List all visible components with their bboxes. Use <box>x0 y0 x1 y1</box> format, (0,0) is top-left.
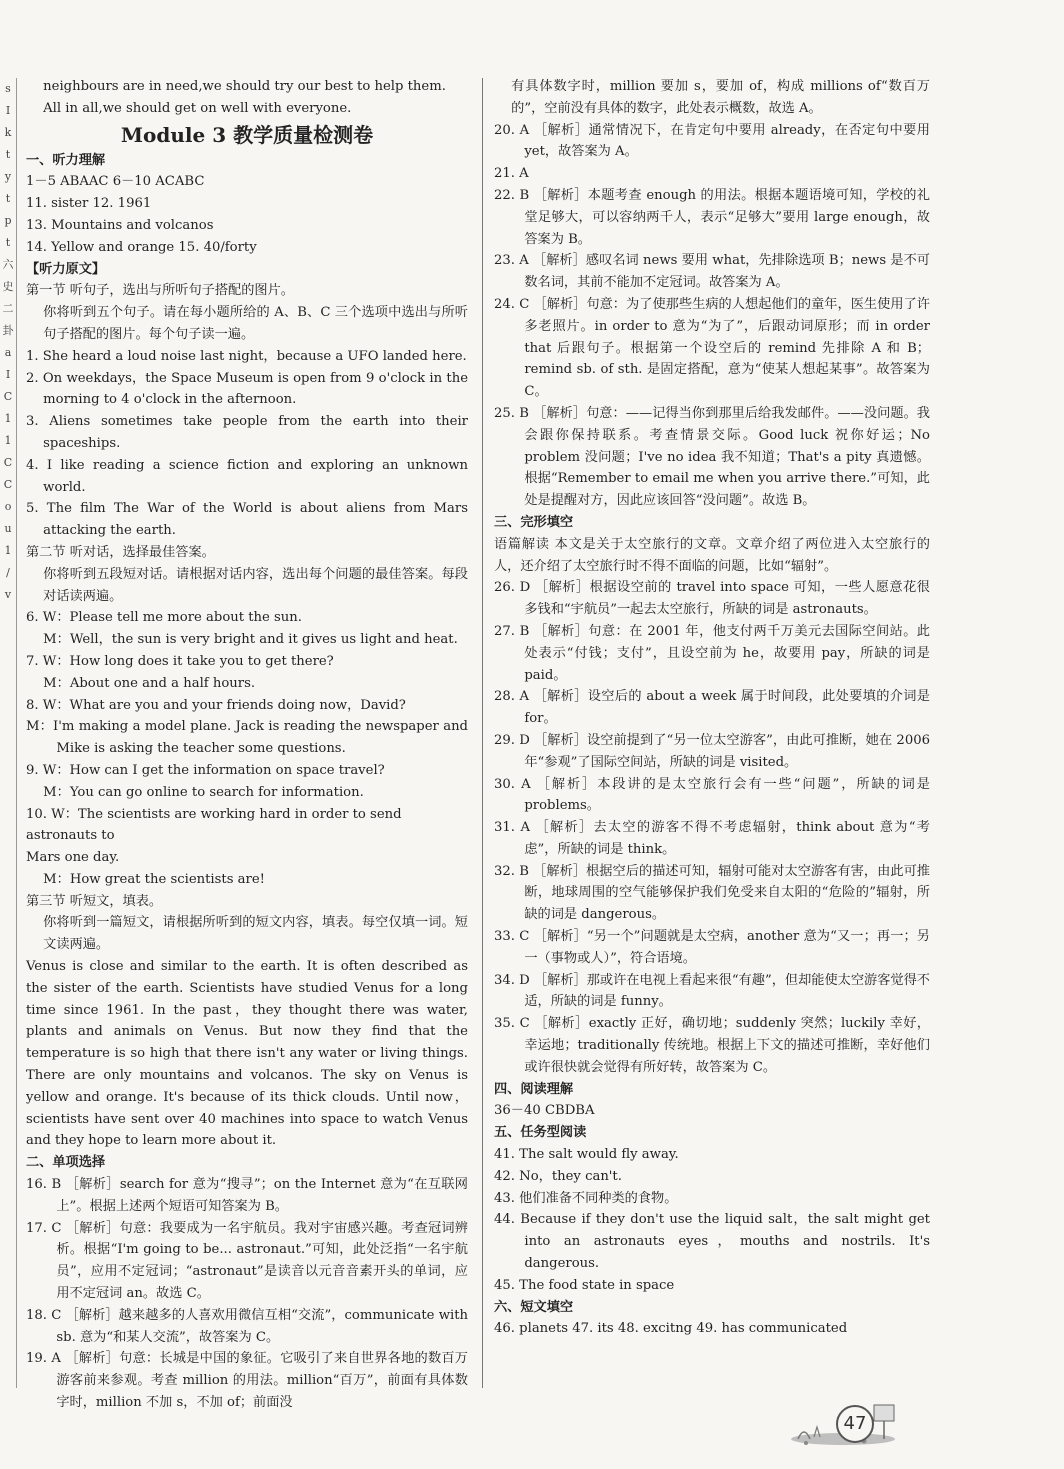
edge-char: y <box>4 170 12 183</box>
text-line: 24. C ［解析］句意：为了使那些生病的人想起他们的童年，医生使用了许多老照片。in order to 意为“为了”，后跟动词原形；而 in order that 后跟句子。根据第一个设空后的 remind 先排除 A 和 B；remind sb. of sth. 是固定搭配，意为“使某人想起某事”。故答案为 C。 <box>494 296 930 400</box>
text-line: 20. A ［解析］通常情况下，在肯定句中要用 already，在否定句中要用 yet，故答案为 A。 <box>494 122 930 160</box>
text-line: 21. A <box>494 166 529 182</box>
text-line: 第三节 听短文，填表。 <box>26 893 163 909</box>
section-heading: 二、单项选择 <box>26 1155 106 1171</box>
page-number: 47 <box>836 1405 874 1443</box>
edge-char: / <box>6 566 10 579</box>
text-line: Venus is close and similar to the earth. It is often described as the sister of the earth. Scientists have studied Venus for a long time since 1961. In the past，they thought there was water, plants and animals on Venus. But now they find that the temperature is so high that there isn't any water or living things. There are only mountains and volcanos. The sky on Venus is yellow and orange. It's because of its thick clouds. Until now，scientists have sent over 40 machines into space to watch Venus and they hope to learn more about it. <box>26 959 468 1149</box>
text-line: 41. The salt would fly away. <box>494 1147 679 1163</box>
text-line: 2. On weekdays，the Space Museum is open from 9 o'clock in the morning to 4 o'clock in the afternoon. <box>26 370 468 408</box>
text-line: 1－5 ABAAC 6－10 ACABC <box>26 174 205 190</box>
text-line: 3. Aliens sometimes take people from the earth into their spaceships. <box>26 414 468 451</box>
text-line: 17. C ［解析］句意：我要成为一名宇航员。我对宇宙感兴趣。考查冠词辨析。根据“I'm going to be... astronaut.”可知，此处泛指“一名宇航员”，应用不定冠词；“astronaut”是读音以元音音素开头的单词，应用不定冠词 an。故选 C。 <box>26 1220 468 1302</box>
text-line: M：You can go online to search for information. <box>43 784 364 800</box>
text-line: 你将听到五个句子。请在每小题所给的 A、B、C 三个选项中选出与所听句子搭配的图片。每个句子读一遍。 <box>43 305 468 342</box>
edge-char: s <box>5 82 11 95</box>
edge-char: p <box>4 214 12 227</box>
text-line: 有具体数字时，million 要加 s，要加 of，构成 millions of“数百万的”，空前没有具体的数字，此处表示概数，故选 A。 <box>511 79 930 116</box>
edge-char: 二 <box>2 302 14 315</box>
text-line: 34. D ［解析］那或许在电视上看起来很“有趣”，但却能使太空游客觉得不适，所缺的词是 funny。 <box>494 972 930 1010</box>
section-heading: 一、听力理解 <box>26 152 106 168</box>
text-line: M：How great the scientists are! <box>43 871 265 887</box>
text-line: 30. A ［解析］本段讲的是太空旅行会有一些“问题”，所缺的词是 problems。 <box>494 776 930 814</box>
edge-char: C <box>3 456 13 469</box>
text-line: M：About one and a half hours. <box>43 675 256 691</box>
text-line: 44. Because if they don't use the liquid salt，the salt might get into an astronauts eyes，mouths and nostrils. It's dangerous. <box>494 1212 930 1272</box>
text-line: 18. C ［解析］越来越多的人喜欢用微信互相“交流”，communicate with sb. 意为“和某人交流”，故答案为 C。 <box>26 1307 468 1345</box>
text-line: 10. W：The scientists are working hard in order to send astronauts to <box>26 806 402 844</box>
edge-char: C <box>3 390 13 403</box>
text-line: 36－40 CBDBA <box>494 1103 595 1119</box>
text-line: 11. sister 12. 1961 <box>26 196 152 212</box>
text-line: neighbours are in need,we should try our best to help them. <box>43 79 446 94</box>
text-line: 43. 他们准备不同种类的食物。 <box>494 1190 678 1206</box>
edge-char: 1 <box>4 434 12 447</box>
text-line: 7. W：How long does it take you to get there? <box>26 653 334 669</box>
text-line: 25. B ［解析］句意：——记得当你到那里后给我发邮件。——没问题。我会跟你保持联系。考查情景交际。Good luck 祝你好运；No problem 没问题；I've no idea 我不知道；That's a pity 真遗憾。根据“Remember to email me when you arrive there.”可知，此处是提醒对方，因此应该回答“没问题”。故选 B。 <box>494 405 930 509</box>
edge-char: v <box>4 588 12 601</box>
edge-char: a <box>4 346 12 359</box>
edge-char: t <box>5 236 11 249</box>
text-line: 22. B ［解析］本题考查 enough 的用法。根据本题语境可知，学校的礼堂足够大，可以容纳两千人，表示“足够大”要用 large enough，故答案为 B。 <box>494 187 930 247</box>
text-line: 5. The film The War of the World is about aliens from Mars attacking the earth. <box>26 501 468 539</box>
text-line: 32. B ［解析］根据空后的描述可知，辐射可能对太空游客有害，由此可推断，地球周围的空气能够保护我们免受来自太阳的“危险的”辐射，所缺的词是 dangerous。 <box>494 863 930 923</box>
text-line: 13. Mountains and volcanos <box>26 217 214 233</box>
edge-char: 史 <box>2 280 14 293</box>
section-heading: 六、短文填空 <box>494 1299 574 1315</box>
right-column <box>494 76 930 1340</box>
text-line: 16. B ［解析］search for 意为“搜寻”；on the Internet 意为“在互联网上”。根据上述两个短语可知答案为 B。 <box>26 1177 468 1214</box>
text-line: 28. A ［解析］设空后的 about a week 属于时间段，此处要填的介词是 for。 <box>494 689 930 727</box>
text-line: 第二节 听对话，选择最佳答案。 <box>26 544 215 560</box>
edge-char: t <box>5 192 11 205</box>
edge-char: 1 <box>4 412 12 425</box>
edge-char: I <box>5 368 11 381</box>
edge-char: u <box>4 522 12 535</box>
text-line: 26. D ［解析］根据设空前的 travel into space 可知，一些人愿意花很多钱和“宇航员”一起去太空旅行，所缺的词是 astronauts。 <box>494 580 930 618</box>
text-line: 35. C ［解析］exactly 正好，确切地；suddenly 突然；luckily 幸好，幸运地；traditionally 传统地。根据上下文的描述可推断，幸好他们或许很快就会觉得有所好转，故答案为 C。 <box>494 1016 930 1075</box>
left-column <box>26 76 468 1414</box>
module-title: Module 3 教学质量检测卷 <box>120 122 374 147</box>
section-heading: 四、阅读理解 <box>494 1081 574 1097</box>
text-line: M：I'm making a model plane. Jack is reading the newspaper and Mike is asking the teacher some questions. <box>26 719 468 757</box>
text-line: 语篇解读 本文是关于太空旅行的文章。文章介绍了两位进入太空旅行的人，还介绍了太空旅行时不得不面临的问题，比如“辐射”。 <box>494 536 930 574</box>
text-line: 你将听到五段短对话。请根据对话内容，选出每个问题的最佳答案。每段对话读两遍。 <box>43 566 468 604</box>
section-heading: 三、完形填空 <box>494 514 574 530</box>
text-line: Mars one day. <box>26 850 120 866</box>
text-line: 14. Yellow and orange 15. 40/forty <box>26 239 257 255</box>
edge-char: t <box>5 148 11 161</box>
text-line: 9. W：How can I get the information on space travel? <box>26 762 385 778</box>
text-line: 你将听到一篇短文，请根据所听到的短文内容，填表。每空仅填一词。短文读两遍。 <box>43 915 468 953</box>
text-line: 33. C ［解析］“另一个”问题就是太空病，another 意为“又一；再一；另一（事物或人）”，符合语境。 <box>494 929 930 966</box>
text-line: 1. She heard a loud noise last night，because a UFO landed here. <box>26 348 467 364</box>
edge-char: C <box>3 478 13 491</box>
text-line: 第一节 听句子，选出与所听句子搭配的图片。 <box>26 283 294 299</box>
text-line: 45. The food state in space <box>494 1277 675 1293</box>
text-line: 8. W：What are you and your friends doing now，David? <box>26 697 406 713</box>
edge-char: o <box>4 500 12 513</box>
edge-char: 1 <box>4 544 12 557</box>
text-line: All in all,we should get on well with everyone. <box>43 100 352 116</box>
text-line: M：Well，the sun is very bright and it gives us light and heat. <box>43 632 458 648</box>
text-line: 31. A ［解析］去太空的游客不得不考虑辐射，think about 意为“考虑”，所缺的词是 think。 <box>494 820 930 857</box>
text-line: 46. planets 47. its 48. excitng 49. has communicated <box>494 1321 848 1337</box>
text-line: 42. No，they can't. <box>494 1168 622 1184</box>
text-line: 23. A ［解析］感叹名词 news 要用 what，先排除选项 B；news 是不可数名词，其前不能加不定冠词。故答案为 A。 <box>494 253 930 291</box>
edge-char: I <box>5 104 11 117</box>
text-line: 19. A ［解析］句意：长城是中国的象征。它吸引了来自世界各地的数百万游客前来参观。考查 million 的用法。million“百万”，前面有具体数字时，million 不加 s，不加 of；前面没 <box>26 1351 468 1411</box>
section-heading: 【听力原文】 <box>26 261 106 277</box>
left-edge-strip <box>0 78 17 1388</box>
text-line: 6. W：Please tell me more about the sun. <box>26 610 302 626</box>
text-line: 27. B ［解析］句意：在 2001 年，他支付两千万美元去国际空间站。此处表示“付钱；支付”，且设空前为 he，故要用 pay，所缺的词是 paid。 <box>494 623 930 683</box>
section-heading: 五、任务型阅读 <box>494 1125 587 1141</box>
text-line: 29. D ［解析］设空前提到了“另一位太空游客”，由此可推断，她在 2006 年“参观”了国际空间站，所缺的词是 visited。 <box>494 732 930 770</box>
column-divider <box>482 78 483 1388</box>
edge-char: 六 <box>2 258 14 271</box>
edge-char: 卦 <box>2 324 14 337</box>
edge-char: k <box>4 126 12 139</box>
text-line: 4. I like reading a science fiction and exploring an unknown world. <box>26 457 468 495</box>
